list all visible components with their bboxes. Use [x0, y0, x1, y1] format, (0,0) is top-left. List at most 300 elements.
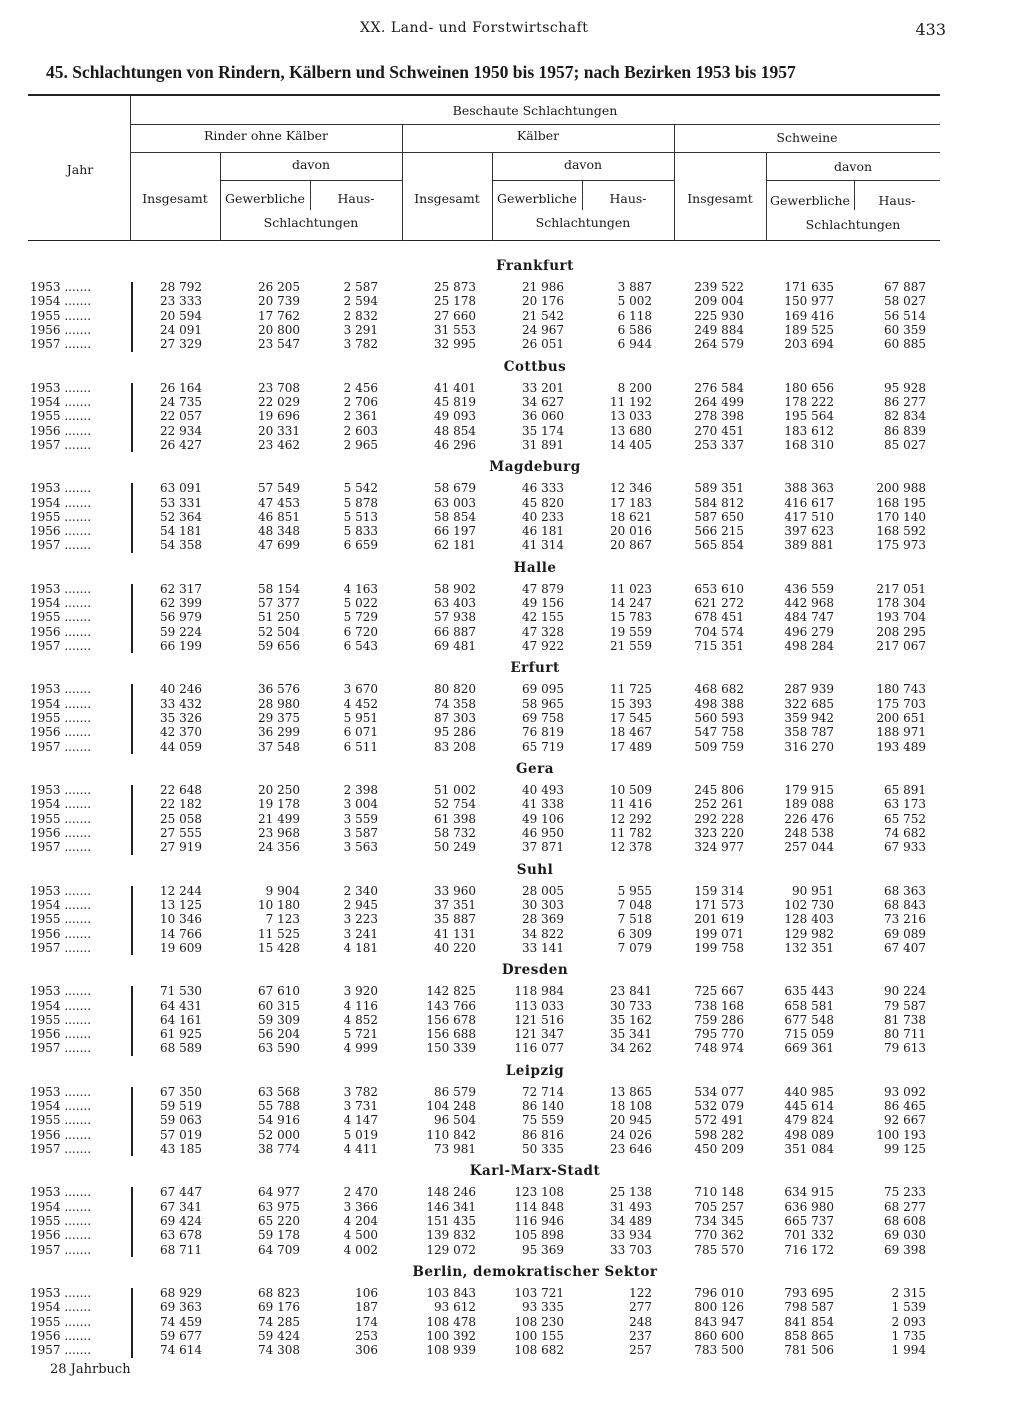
value-cell: 793 695: [784, 1286, 834, 1300]
value-cell: 710 148: [694, 1185, 744, 1200]
table-row: [0, 697, 1024, 712]
year-cell: 1954 .......: [30, 1199, 92, 1214]
value-cell: 252 261: [694, 797, 744, 812]
value-cell: 50 335: [522, 1142, 564, 1156]
value-cell: 2 832: [343, 308, 378, 323]
value-cell: 781 506: [784, 1343, 834, 1358]
value-cell: 738 168: [694, 998, 744, 1013]
table-row: [0, 725, 1024, 740]
value-cell: 174: [355, 1314, 378, 1329]
value-cell: 4 147: [343, 1113, 378, 1128]
value-cell: 31 493: [610, 1199, 652, 1214]
gewerbliche-header-2: Gewerbliche: [497, 191, 577, 206]
year-cell: 1955 .......: [30, 1314, 92, 1329]
value-cell: 183 612: [784, 423, 834, 438]
value-cell: 49 156: [522, 596, 564, 611]
value-cell: 169 416: [784, 308, 834, 323]
value-cell: 14 766: [160, 926, 202, 941]
value-cell: 201 619: [694, 912, 744, 927]
value-cell: 33 960: [434, 883, 476, 898]
value-cell: 4 852: [343, 1012, 378, 1027]
value-cell: 2 470: [343, 1185, 378, 1200]
value-cell: 3 920: [343, 984, 378, 999]
table-row: [0, 280, 1024, 295]
value-cell: 287 939: [784, 682, 834, 697]
value-cell: 54 358: [160, 538, 202, 553]
value-cell: 189 525: [784, 322, 834, 337]
gewerbliche-header-3: Gewerbliche: [770, 193, 850, 208]
value-cell: 237: [629, 1328, 652, 1343]
year-cell: 1954 .......: [30, 596, 92, 611]
year-cell: 1953 .......: [30, 883, 92, 898]
table-row: [0, 711, 1024, 726]
value-cell: 48 854: [434, 423, 476, 438]
value-cell: 74 285: [258, 1314, 300, 1329]
value-cell: 170 140: [876, 509, 926, 524]
value-cell: 468 682: [694, 682, 744, 697]
table-row: [0, 596, 1024, 611]
value-cell: 23 841: [610, 984, 652, 999]
value-cell: 68 589: [160, 1041, 202, 1056]
value-cell: 248 538: [784, 825, 834, 840]
top-header: Beschaute Schlachtungen: [452, 103, 618, 118]
table-row: [0, 1013, 1024, 1028]
value-cell: 63 091: [160, 481, 202, 496]
value-cell: 68 711: [160, 1242, 202, 1257]
value-cell: 19 696: [258, 409, 300, 424]
value-cell: 199 758: [694, 940, 744, 955]
year-cell: 1957 .......: [30, 538, 92, 553]
value-cell: 653 610: [694, 581, 744, 596]
value-cell: 34 822: [522, 926, 564, 941]
value-cell: 156 688: [426, 1027, 476, 1042]
value-cell: 47 879: [522, 581, 564, 596]
year-cell: 1955 .......: [30, 409, 92, 424]
district-title: Suhl: [516, 861, 554, 878]
value-cell: 57 938: [434, 610, 476, 625]
value-cell: 20 250: [258, 783, 300, 797]
value-cell: 3 004: [343, 797, 378, 812]
value-cell: 245 806: [694, 783, 744, 797]
value-cell: 33 201: [522, 380, 564, 395]
value-cell: 86 839: [884, 423, 926, 438]
value-cell: 21 499: [258, 811, 300, 826]
value-cell: 21 542: [522, 308, 564, 323]
value-cell: 24 967: [522, 322, 564, 337]
table-row: [0, 1214, 1024, 1229]
value-cell: 52 000: [258, 1127, 300, 1142]
year-cell: 1954 .......: [30, 998, 92, 1013]
year-cell: 1953 .......: [30, 783, 92, 797]
value-cell: 180 743: [876, 682, 926, 697]
year-cell: 1954 .......: [30, 696, 92, 711]
value-cell: 69 481: [434, 639, 476, 653]
value-cell: 3 559: [343, 811, 378, 826]
value-cell: 110 842: [426, 1127, 476, 1142]
value-cell: 189 088: [784, 797, 834, 812]
year-cell: 1954 .......: [30, 897, 92, 912]
value-cell: 33 934: [610, 1228, 652, 1243]
value-cell: 100 392: [426, 1328, 476, 1343]
value-cell: 46 950: [522, 825, 564, 840]
value-cell: 44 059: [160, 739, 202, 754]
year-cell: 1956 .......: [30, 825, 92, 840]
value-cell: 58 732: [434, 825, 476, 840]
value-cell: 21 986: [522, 280, 564, 294]
year-cell: 1957 .......: [30, 1242, 92, 1257]
table-row: [0, 912, 1024, 927]
year-cell: 1954 .......: [30, 495, 92, 510]
value-cell: 18 621: [610, 509, 652, 524]
value-cell: 316 270: [784, 739, 834, 754]
value-cell: 442 968: [784, 596, 834, 611]
value-cell: 67 447: [160, 1185, 202, 1200]
value-cell: 3 241: [343, 926, 378, 941]
district-title: Berlin, demokratischer Sektor: [412, 1264, 658, 1280]
value-cell: 100 155: [514, 1328, 564, 1343]
table-row: [0, 1085, 1024, 1100]
value-cell: 479 824: [784, 1113, 834, 1128]
value-cell: 68 823: [258, 1286, 300, 1300]
value-cell: 47 453: [258, 495, 300, 510]
value-cell: 6 944: [617, 337, 652, 352]
district-title: Dresden: [501, 962, 569, 979]
value-cell: 45 819: [434, 394, 476, 409]
value-cell: 20 867: [610, 538, 652, 553]
value-cell: 734 345: [694, 1214, 744, 1228]
value-cell: 193 489: [876, 739, 926, 754]
value-cell: 23 968: [258, 825, 300, 840]
value-cell: 37 548: [258, 739, 300, 754]
value-cell: 103 843: [426, 1286, 476, 1300]
year-cell: 1955 .......: [30, 912, 92, 927]
value-cell: 358 787: [784, 725, 834, 740]
year-cell: 1955 .......: [30, 1113, 92, 1128]
value-cell: 239 522: [694, 280, 744, 294]
value-cell: 71 530: [160, 984, 202, 999]
header-line-1: [130, 124, 940, 125]
year-cell: 1955 .......: [30, 610, 92, 625]
value-cell: 27 660: [434, 308, 476, 323]
value-cell: 20 739: [258, 294, 300, 309]
value-cell: 24 735: [160, 394, 202, 409]
value-cell: 67 407: [884, 940, 926, 955]
value-cell: 25 873: [434, 280, 476, 294]
value-cell: 33 141: [522, 940, 564, 955]
value-cell: 621 272: [694, 596, 744, 611]
value-cell: 85 027: [884, 437, 926, 452]
year-cell: 1953 .......: [30, 280, 92, 294]
value-cell: 73 981: [434, 1142, 476, 1156]
table-row: [0, 1286, 1024, 1301]
value-cell: 15 428: [258, 940, 300, 955]
value-cell: 589 351: [694, 481, 744, 496]
value-cell: 50 249: [434, 840, 476, 855]
header-line-3b: [492, 180, 674, 181]
value-cell: 69 176: [258, 1300, 300, 1315]
value-cell: 798 587: [784, 1300, 834, 1315]
value-cell: 59 677: [160, 1328, 202, 1343]
value-cell: 31 891: [522, 437, 564, 452]
value-cell: 572 491: [694, 1113, 744, 1128]
table-row: [0, 927, 1024, 942]
value-cell: 436 559: [784, 581, 834, 596]
value-cell: 27 919: [160, 840, 202, 855]
value-cell: 49 093: [434, 409, 476, 424]
value-cell: 264 579: [694, 337, 744, 352]
group-header-schweine: Schweine: [776, 130, 838, 145]
value-cell: 1 994: [891, 1343, 926, 1358]
table-row: [0, 682, 1024, 697]
table-row: [0, 510, 1024, 525]
table-row: [0, 840, 1024, 855]
value-cell: 11 416: [610, 797, 652, 812]
value-cell: 86 465: [884, 1099, 926, 1114]
year-cell: 1953 .......: [30, 380, 92, 395]
value-cell: 188 971: [876, 725, 926, 740]
value-cell: 86 140: [522, 1099, 564, 1114]
value-cell: 27 329: [160, 337, 202, 352]
table-row: [0, 1343, 1024, 1358]
value-cell: 62 181: [434, 538, 476, 553]
value-cell: 28 005: [522, 883, 564, 898]
year-cell: 1953 .......: [30, 682, 92, 697]
value-cell: 168 195: [876, 495, 926, 510]
value-cell: 498 089: [784, 1127, 834, 1142]
value-cell: 40 493: [522, 783, 564, 797]
value-cell: 20 945: [610, 1113, 652, 1128]
value-cell: 715 351: [694, 639, 744, 653]
davon-label-2: davon: [563, 157, 603, 172]
value-cell: 108 478: [426, 1314, 476, 1329]
table-row: [0, 337, 1024, 352]
year-cell: 1957 .......: [30, 437, 92, 452]
value-cell: 23 708: [258, 380, 300, 395]
value-cell: 20 800: [258, 322, 300, 337]
value-cell: 665 737: [784, 1214, 834, 1228]
value-cell: 17 762: [258, 308, 300, 323]
value-cell: 416 617: [784, 495, 834, 510]
value-cell: 37 351: [434, 897, 476, 912]
value-cell: 25 178: [434, 294, 476, 309]
value-cell: 103 721: [514, 1286, 564, 1300]
value-cell: 142 825: [426, 984, 476, 999]
value-cell: 59 178: [258, 1228, 300, 1243]
value-cell: 106: [355, 1286, 378, 1300]
insgesamt-header-3: Insgesamt: [687, 191, 753, 206]
value-cell: 35 326: [160, 711, 202, 725]
value-cell: 178 304: [876, 596, 926, 611]
value-cell: 397 623: [784, 524, 834, 539]
value-cell: 3 782: [343, 337, 378, 352]
value-cell: 20 594: [160, 308, 202, 323]
value-cell: 129 982: [784, 926, 834, 941]
schlachtungen-header-1: Schlachtungen: [263, 215, 359, 230]
table-row: [0, 1027, 1024, 1042]
value-cell: 58 027: [884, 294, 926, 309]
year-cell: 1953 .......: [30, 481, 92, 496]
value-cell: 31 553: [434, 322, 476, 337]
haus-header-2: Haus-: [609, 191, 647, 206]
value-cell: 4 500: [343, 1228, 378, 1243]
value-cell: 121 516: [514, 1012, 564, 1027]
table-row: [0, 424, 1024, 439]
group-header-kaelber: Kälber: [516, 128, 560, 143]
value-cell: 35 341: [610, 1027, 652, 1042]
value-cell: 63 403: [434, 596, 476, 611]
value-cell: 3 782: [343, 1084, 378, 1099]
value-cell: 598 282: [694, 1127, 744, 1142]
value-cell: 80 711: [884, 1027, 926, 1042]
value-cell: 843 947: [694, 1314, 744, 1329]
value-cell: 13 865: [610, 1084, 652, 1099]
value-cell: 5 951: [343, 711, 378, 725]
table-row: [0, 898, 1024, 913]
value-cell: 95 286: [434, 725, 476, 740]
value-cell: 2 945: [343, 897, 378, 912]
value-cell: 509 759: [694, 739, 744, 754]
value-cell: 9 904: [265, 883, 300, 898]
value-cell: 1 735: [891, 1328, 926, 1343]
value-cell: 73 216: [884, 912, 926, 927]
value-cell: 701 332: [784, 1228, 834, 1243]
haus-header-3: Haus-: [878, 193, 916, 208]
value-cell: 25 058: [160, 811, 202, 826]
value-cell: 19 559: [610, 624, 652, 639]
table-row: [0, 381, 1024, 396]
value-cell: 560 593: [694, 711, 744, 725]
value-cell: 63 590: [258, 1041, 300, 1056]
value-cell: 11 725: [610, 682, 652, 697]
value-cell: 51 002: [434, 783, 476, 797]
table-title: 45. Schlachtungen von Rindern, Kälbern und Schweinen 1950 bis 1957; nach Bezirken 1953 bis 1957: [46, 62, 796, 82]
value-cell: 116 946: [514, 1214, 564, 1228]
year-cell: 1954 .......: [30, 294, 92, 309]
year-cell: 1953 .......: [30, 1286, 92, 1300]
value-cell: 26 427: [160, 437, 202, 452]
value-cell: 61 398: [434, 811, 476, 826]
value-cell: 168 592: [876, 524, 926, 539]
value-cell: 28 980: [258, 696, 300, 711]
value-cell: 445 614: [784, 1099, 834, 1114]
value-cell: 17 183: [610, 495, 652, 510]
value-cell: 704 574: [694, 624, 744, 639]
table-row: [0, 812, 1024, 827]
value-cell: 67 610: [258, 984, 300, 999]
value-cell: 104 248: [426, 1099, 476, 1114]
value-cell: 93 612: [434, 1300, 476, 1315]
table-row: [0, 941, 1024, 956]
value-cell: 46 851: [258, 509, 300, 524]
value-cell: 715 059: [784, 1027, 834, 1042]
value-cell: 34 262: [610, 1041, 652, 1056]
value-cell: 22 057: [160, 409, 202, 424]
table-row: [0, 438, 1024, 453]
value-cell: 128 403: [784, 912, 834, 927]
value-cell: 566 215: [694, 524, 744, 539]
header-line-2: [130, 152, 940, 153]
value-cell: 159 314: [694, 883, 744, 898]
value-cell: 66 199: [160, 639, 202, 653]
value-cell: 658 581: [784, 998, 834, 1013]
value-cell: 150 977: [784, 294, 834, 309]
value-cell: 40 246: [160, 682, 202, 697]
value-cell: 60 885: [884, 337, 926, 352]
table-row: [0, 740, 1024, 755]
value-cell: 17 545: [610, 711, 652, 725]
value-cell: 69 095: [522, 682, 564, 697]
value-cell: 42 370: [160, 725, 202, 740]
value-cell: 783 500: [694, 1343, 744, 1358]
table-row: [0, 1099, 1024, 1114]
value-cell: 217 067: [876, 639, 926, 653]
value-cell: 253: [355, 1328, 378, 1343]
value-cell: 63 003: [434, 495, 476, 510]
value-cell: 57 549: [258, 481, 300, 496]
value-cell: 450 209: [694, 1142, 744, 1156]
value-cell: 14 247: [610, 596, 652, 611]
value-cell: 67 933: [884, 840, 926, 855]
value-cell: 30 733: [610, 998, 652, 1013]
table-row: [0, 538, 1024, 553]
value-cell: 41 401: [434, 380, 476, 395]
table-row: [0, 294, 1024, 309]
value-cell: 60 359: [884, 322, 926, 337]
value-cell: 208 295: [876, 624, 926, 639]
value-cell: 33 432: [160, 696, 202, 711]
value-cell: 20 331: [258, 423, 300, 438]
district-title: Magdeburg: [489, 459, 581, 476]
table-row: [0, 1041, 1024, 1056]
value-cell: 3 223: [343, 912, 378, 927]
value-cell: 3 670: [343, 682, 378, 697]
value-cell: 56 204: [258, 1027, 300, 1042]
value-cell: 68 843: [884, 897, 926, 912]
year-cell: 1954 .......: [30, 394, 92, 409]
value-cell: 27 555: [160, 825, 202, 840]
value-cell: 4 181: [343, 940, 378, 955]
value-cell: 22 029: [258, 394, 300, 409]
value-cell: 748 974: [694, 1041, 744, 1056]
value-cell: 193 704: [876, 610, 926, 625]
value-cell: 63 173: [884, 797, 926, 812]
value-cell: 636 980: [784, 1199, 834, 1214]
davon-label-1: davon: [291, 157, 331, 172]
value-cell: 52 754: [434, 797, 476, 812]
value-cell: 35 174: [522, 423, 564, 438]
value-cell: 785 570: [694, 1242, 744, 1257]
year-cell: 1953 .......: [30, 1185, 92, 1200]
value-cell: 12 378: [610, 840, 652, 855]
year-cell: 1957 .......: [30, 840, 92, 855]
value-cell: 75 559: [522, 1113, 564, 1128]
value-cell: 69 030: [884, 1228, 926, 1243]
value-cell: 58 902: [434, 581, 476, 596]
value-cell: 15 393: [610, 696, 652, 711]
value-cell: 41 338: [522, 797, 564, 812]
year-cell: 1956 .......: [30, 423, 92, 438]
table-row: [0, 1315, 1024, 1330]
value-cell: 795 770: [694, 1027, 744, 1042]
value-cell: 26 164: [160, 380, 202, 395]
value-cell: 6 071: [343, 725, 378, 740]
gewerbliche-header-1: Gewerbliche: [225, 191, 305, 206]
year-cell: 1957 .......: [30, 337, 92, 352]
table-row: [0, 826, 1024, 841]
value-cell: 226 476: [784, 811, 834, 826]
value-cell: 8 200: [617, 380, 652, 395]
insgesamt-header-2: Insgesamt: [414, 191, 480, 206]
